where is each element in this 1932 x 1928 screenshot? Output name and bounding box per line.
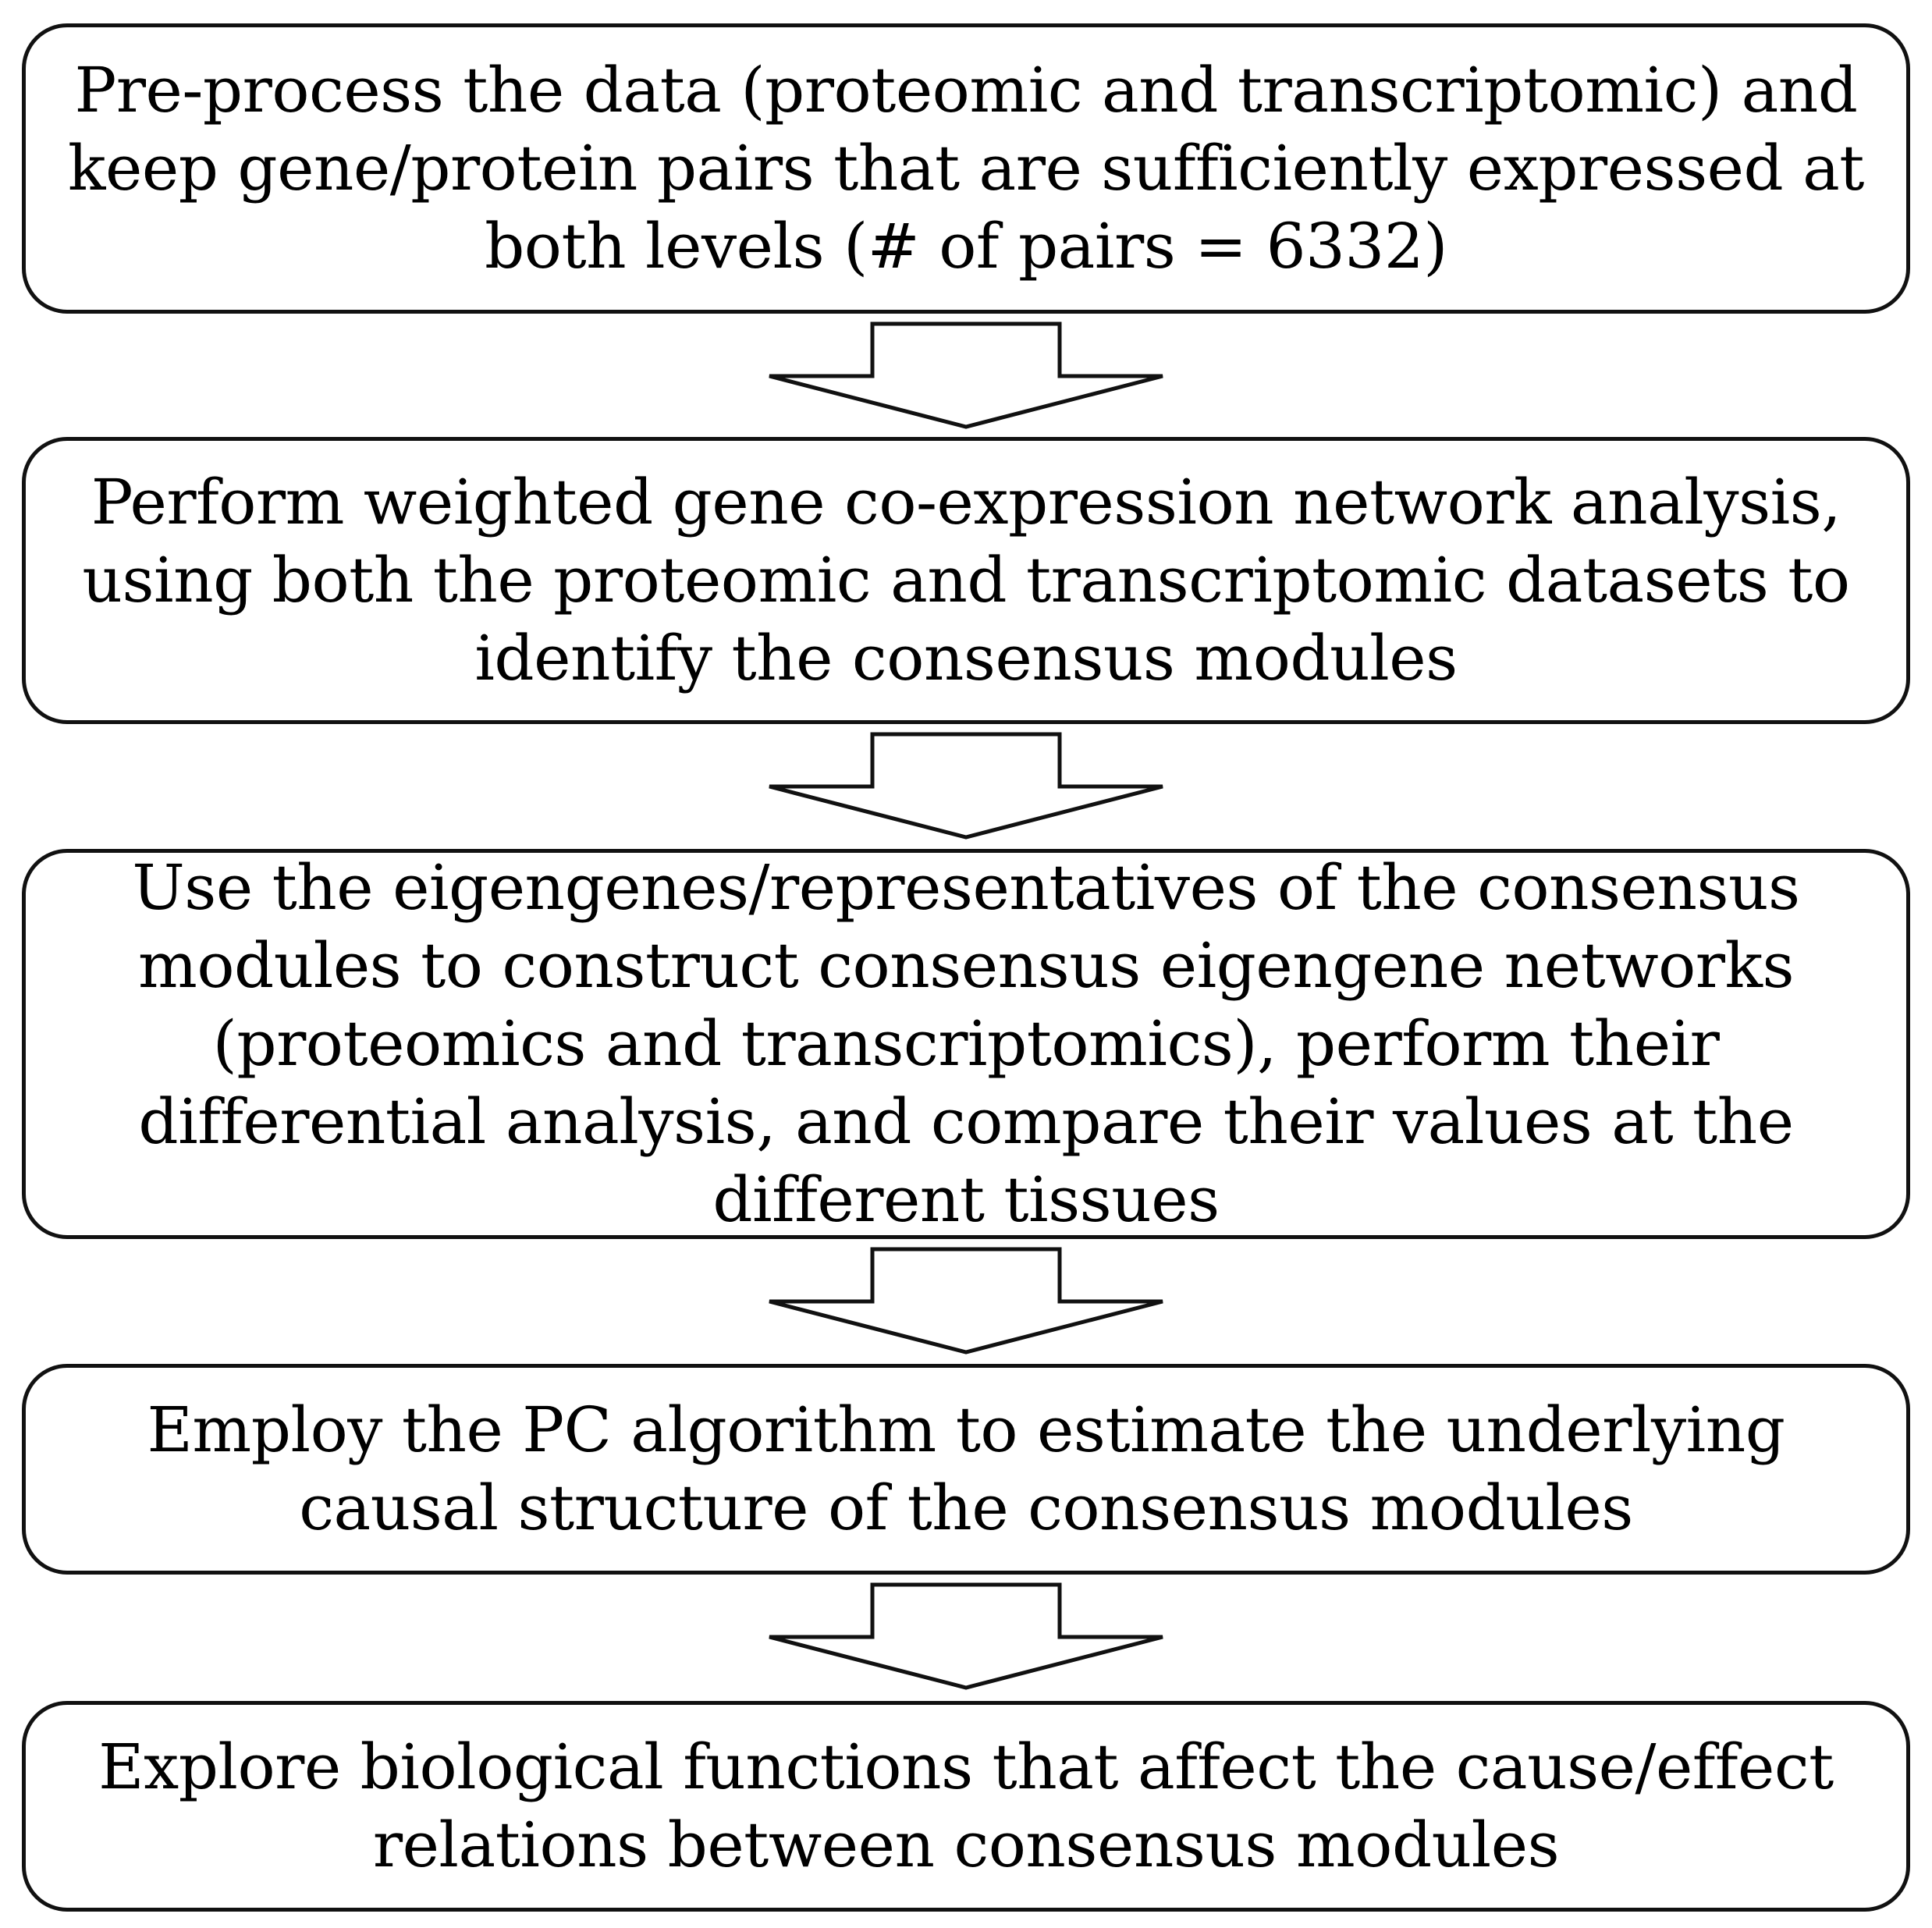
step-box-wgcna [22, 437, 1910, 724]
step-text-pc-algorithm: Employ the PC algorithm to estimate the underlying causal structure of the consensus modules [147, 1394, 1785, 1544]
step-box-preprocess [22, 23, 1910, 314]
step-text-preprocess: Pre-process the data (proteomic and transcriptomic) and keep gene/protein pairs that are sufficiently expressed at both levels (# of pairs = 6332) [68, 54, 1864, 282]
step-box-pc-algorithm [22, 1364, 1910, 1575]
step-box-eigengene-networks [22, 849, 1910, 1239]
step-box-explore-functions [22, 1701, 1910, 1912]
step-text-wgcna: Perform weighted gene co-expression network analysis, using both the proteomic and transcriptomic datasets to identify the consensus modules [82, 466, 1850, 694]
down-arrow-icon [763, 732, 1169, 849]
step-text-explore-functions: Explore biological functions that affect the cause/effect relations between consensus modules [98, 1731, 1834, 1881]
down-arrow-icon [763, 1247, 1169, 1364]
step-text-eigengene-networks: Use the eigengenes/representatives of the consensus modules to construct consensus eigengene networks (proteomics and transcriptomics), perform their differential analysis, and compare their values at the different tissues [132, 851, 1800, 1236]
down-arrow-icon [763, 321, 1169, 439]
down-arrow-icon [763, 1582, 1169, 1699]
